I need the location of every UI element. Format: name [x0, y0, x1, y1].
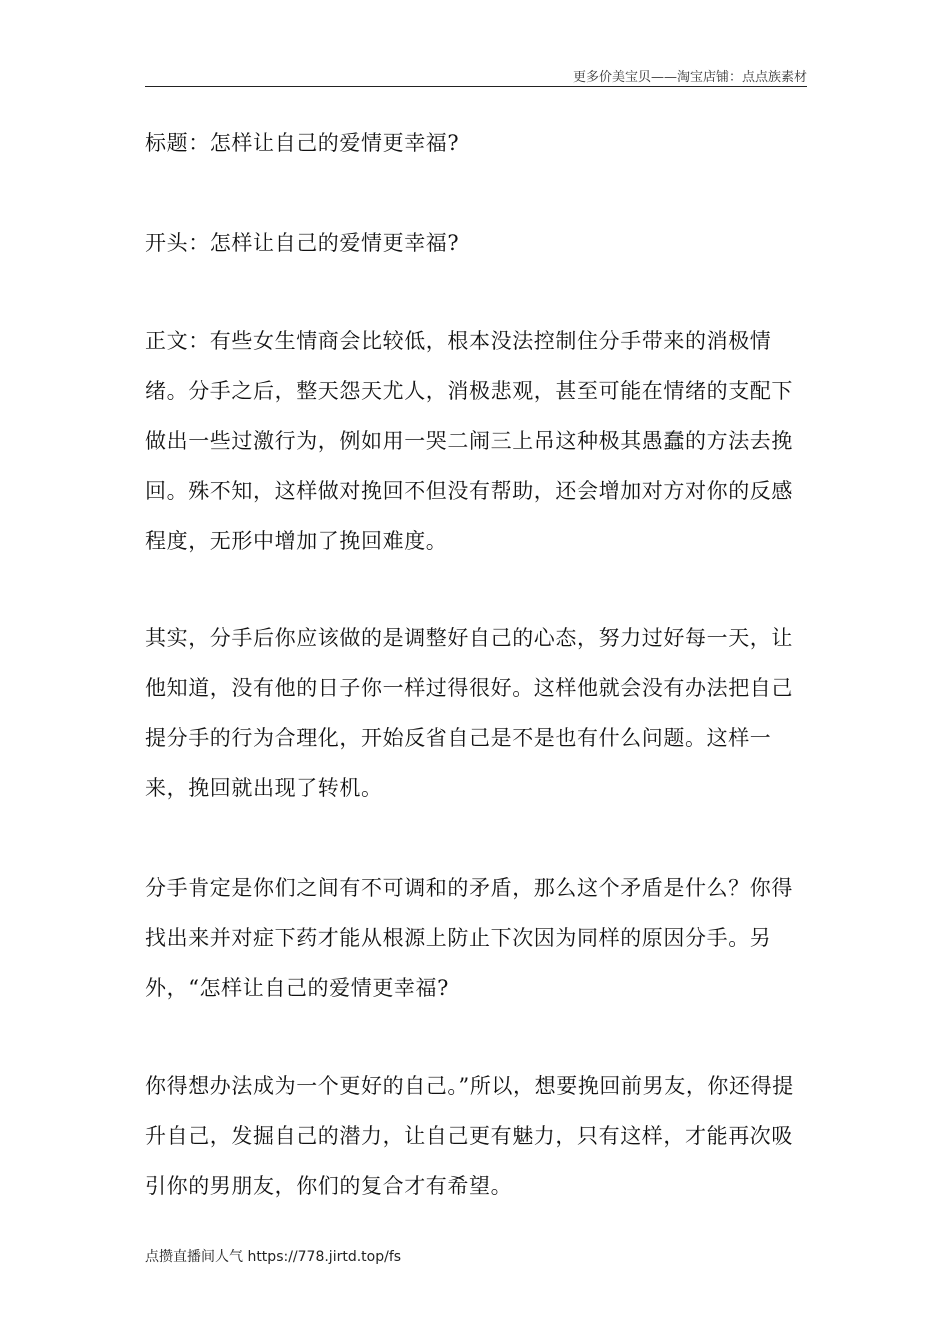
- paragraph-body-2: 其实，分手后你应该做的是调整好自己的心态，努力过好每一天，让他知道，没有他的日子你一样过得很好。这样他就会没有办法把自己提分手的行为合理化，开始反省自己是不是也有什么问题。这样一来，挽回就出现了转机。: [145, 626, 793, 800]
- paragraph-body-4: 你得想办法成为一个更好的自己。”所以，想要挽回前男友，你还得提升自己，发掘自己的潜力，让自己更有魅力，只有这样，才能再次吸引你的男朋友，你们的复合才有希望。: [145, 1074, 794, 1198]
- paragraph-body-1: 正文：有些女生情商会比较低，根本没法控制住分手带来的消极情绪。分手之后，整天怨天尤人，消极悲观，甚至可能在情绪的支配下做出一些过激行为，例如用一哭二闹三上吊这种极其愚蠢的方法去挽回。殊不知，这样做对挽回不但没有帮助，还会增加对方对你的反感程度，无形中增加了挽回难度。: [145, 329, 793, 553]
- title-line: 标题：怎样让自己的爱情更幸福?: [145, 131, 460, 155]
- footer-link-text: 点攒直播间人气 https://778.jirtd.top/fs: [145, 1249, 402, 1265]
- header-text: 更多价美宝贝——淘宝店铺：点点族素材: [572, 70, 807, 85]
- opening-line: 开头：怎样让自己的爱情更幸福?: [145, 231, 460, 255]
- page-header: [145, 64, 807, 87]
- paragraph-body-3: 分手肯定是你们之间有不可调和的矛盾，那么这个矛盾是什么？你得找出来并对症下药才能从根源上防止下次因为同样的原因分手。另外，“怎样让自己的爱情更幸福?: [145, 876, 793, 1000]
